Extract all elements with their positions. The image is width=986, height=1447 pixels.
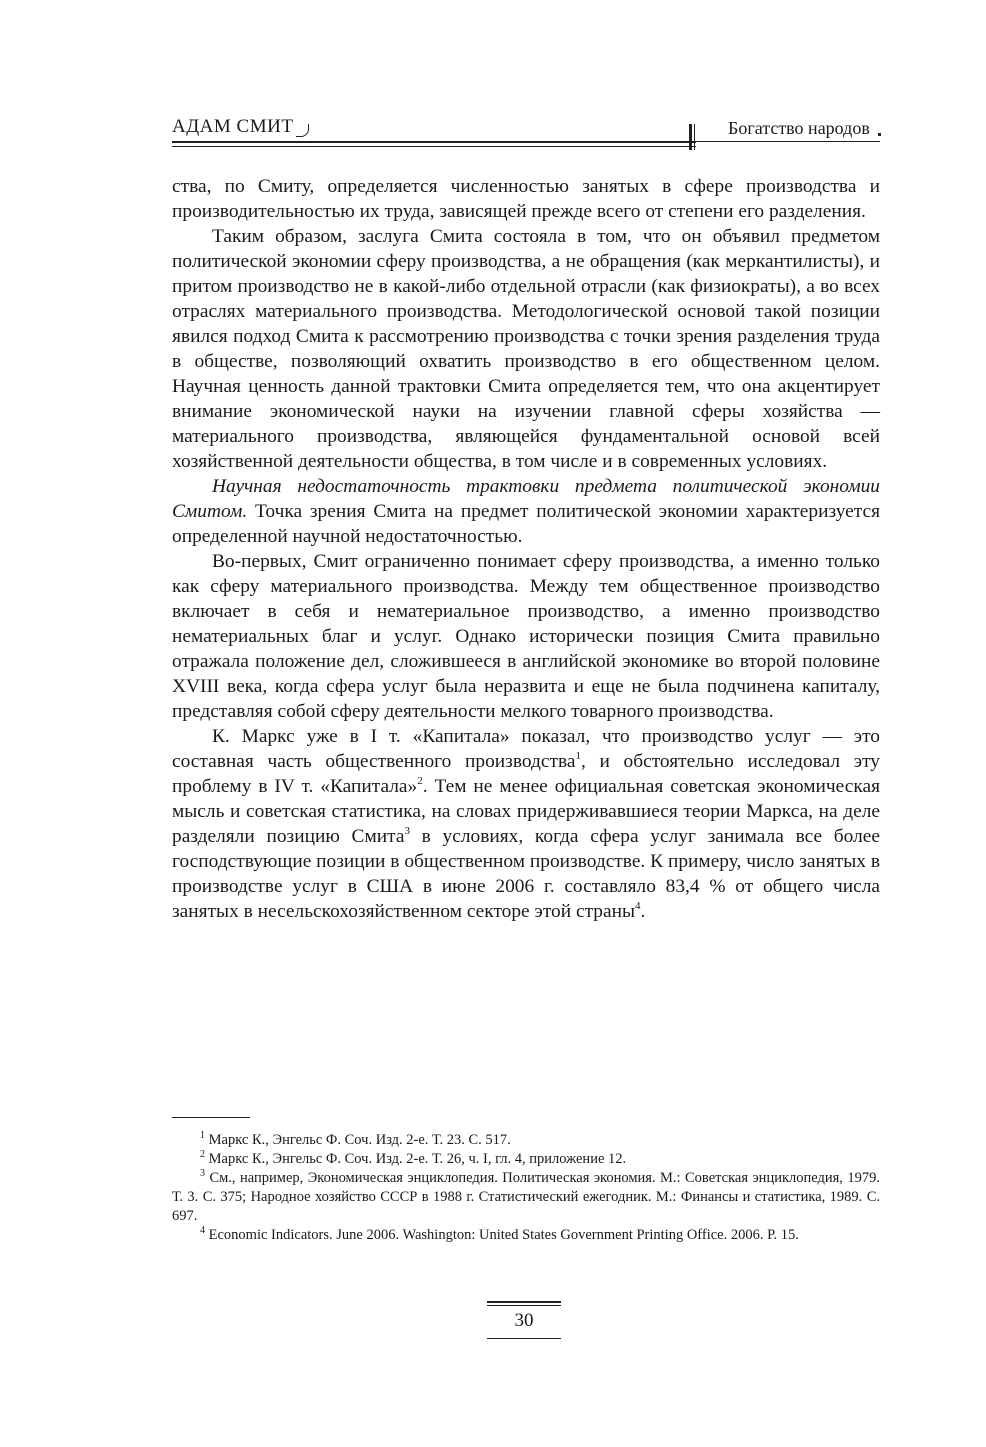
paragraph-2: Таким образом, заслуга Смита состояла в том, что он объявил предметом политической экономии сферу производства, а не обращения (как меркантилисты), и притом производство не в какой-либо отдельной отрасли (как физиократы), а во всех отраслях материального производства. Методологической основой такой позиции явился подход Смита к рассмотрению производства с точки зрения разделения труда в обществе, позволяющий охватить производство в его общественном целом. Научная ценность данной трактовки Смита определяется тем, что она акцентирует внимание экономической науки на изучении главной сферы хозяйства — материального производства, являющейся фундаментальной основой всей хозяйственной деятельности общества, в том числе и в современных условиях. xyxy=(172,226,880,472)
main-text xyxy=(172,174,880,924)
running-header-author: АДАМ СМИТ xyxy=(172,116,294,137)
paragraph-5-part-b: , и обстоятельно исследовал эту проблему в IV т. «Капитала» xyxy=(172,751,880,797)
footnote-ref-3[interactable]: 3 xyxy=(404,824,410,837)
footnotes xyxy=(172,1131,880,1245)
footnote-1 xyxy=(172,1131,880,1150)
footnote-4 xyxy=(172,1226,880,1245)
footnote-ref-4[interactable]: 4 xyxy=(635,899,641,912)
footnote-separator xyxy=(172,1117,250,1118)
page-number-rule-bottom xyxy=(487,1338,561,1339)
footnote-mark: 1 xyxy=(200,1130,205,1142)
header-rule-thin xyxy=(172,146,696,147)
header-ornament-right xyxy=(878,133,881,136)
header-divider-bar xyxy=(689,124,692,150)
footnote-ref-1[interactable]: 1 xyxy=(575,749,581,762)
page-number-rule-top-thin xyxy=(487,1305,561,1306)
paragraph-3-text: Точка зрения Смита на предмет политической экономии характеризуется определенной научной недостаточностью. xyxy=(172,501,880,547)
paragraph-4: Во-первых, Смит ограниченно понимает сферу производства, а именно только как сферу материального производства. Между тем общественное производство включает в себя и нематериальное производство, а именно производство нематериальных благ и услуг. Однако исторически позиция Смита правильно отражала положение дел, сложившееся в английской экономике во второй половине XVIII века, когда сфера услуг была неразвита и еще не была подчинена капиталу, представляя собой сферу деятельности мелкого товарного производства. xyxy=(172,551,880,722)
paragraph-5-part-a: К. Маркс уже в I т. «Капитала» показал, что производство услуг — это составная часть общественного производства xyxy=(172,726,880,772)
paragraph-5-part-d: в условиях, когда сфера услуг занимала все более господствующие позиции в общественном производстве. К примеру, число занятых в производстве услуг в США в июне 2006 г. составляло 83,4 % от общего числа занятых в несельскохозяйственном секторе этой страны xyxy=(172,826,880,922)
footnote-text: См., например, Экономическая энциклопедия. Политическая экономия. М.: Советская энциклопедия, 1979. Т. 3. С. 375; Народное хозяйство СССР в 1988 г. Статистический ежегодник. М.: Финансы и статистика, 1989. С. 697. xyxy=(172,1170,880,1224)
footnote-text: Маркс К., Энгельс Ф. Соч. Изд. 2-е. Т. 26, ч. I, гл. 4, приложение 12. xyxy=(205,1151,627,1167)
section-heading-italic: Научная недостаточность трактовки предмета политической экономии Смитом. xyxy=(172,476,880,522)
page-number: 30 xyxy=(514,1310,534,1331)
header-rule-right xyxy=(696,141,880,142)
footnote-text: Маркс К., Энгельс Ф. Соч. Изд. 2-е. Т. 23. С. 517. xyxy=(205,1132,511,1148)
header-divider-bar-thin xyxy=(694,124,695,150)
paragraph-3 xyxy=(172,474,880,549)
footnote-text: Economic Indicators. June 2006. Washington: United States Government Printing Office. 2006. P. 15. xyxy=(205,1227,799,1243)
footnote-mark: 3 xyxy=(200,1168,205,1180)
paragraph-5-part-e: . xyxy=(640,901,646,922)
footnote-mark: 2 xyxy=(200,1149,205,1161)
footnote-mark: 4 xyxy=(200,1225,205,1237)
header-rule-thick xyxy=(172,141,696,143)
page-number-rule-top xyxy=(487,1301,561,1303)
paragraph-1: ства, по Смиту, определяется численностью занятых в сфере производства и производительностью их труда, зависящей прежде всего от степени его разделения. xyxy=(172,176,880,222)
running-header-book-title: Богатство народов xyxy=(728,118,870,138)
header-ornament-left xyxy=(296,124,309,137)
footnote-3 xyxy=(172,1169,880,1226)
paragraph-5-part-c: . Тем не менее официальная советская экономическая мысль и советская статистика, на словах придерживавшиеся теории Маркса, на деле разделяли позицию Смита xyxy=(172,776,880,847)
footnote-2 xyxy=(172,1150,880,1169)
paragraph-5 xyxy=(172,724,880,924)
footnote-ref-2[interactable]: 2 xyxy=(417,774,423,787)
